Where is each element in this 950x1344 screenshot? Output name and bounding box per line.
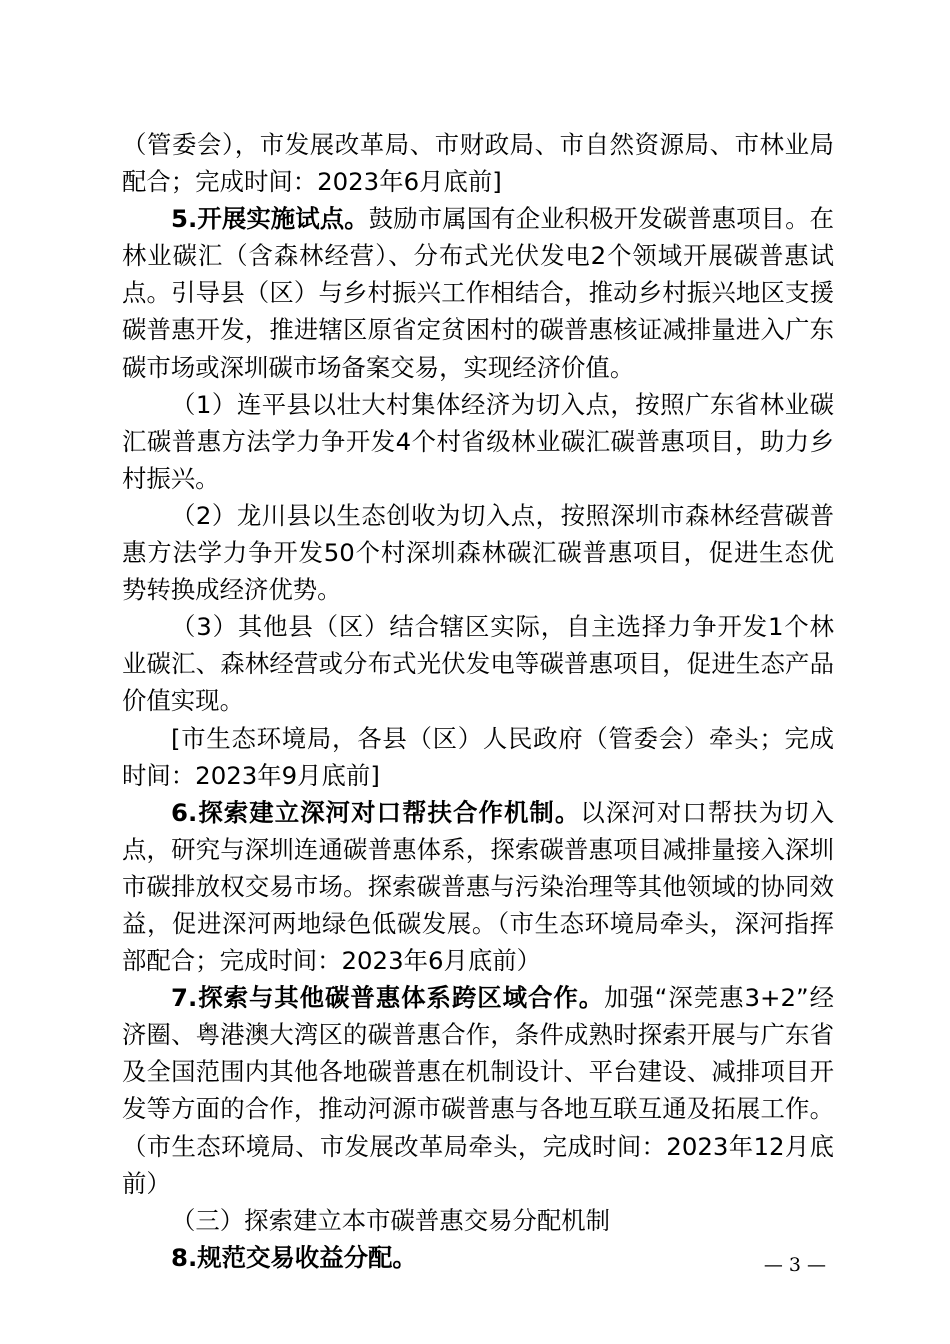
paragraph-item-5 [122,200,834,385]
paragraph-subitem-3 [122,608,834,719]
paragraph-item-6 [122,794,834,979]
page-number: — 3 — [763,1254,826,1276]
paragraph-text: [市生态环境局，各县（区）人民政府（管委会）牵头；完成时间：2023年9月底前] [122,723,834,790]
paragraph-subitem-2 [122,497,834,608]
paragraph-text: （3）其他县（区）结合辖区实际，自主选择力争开发1个林业碳汇、森林经营或分布式光伏发电等碳普惠项目，促进生态产品价值实现。 [122,612,834,716]
paragraph-text: （2）龙川县以生态创收为切入点，按照深圳市森林经营碳普惠方法学力争开发50个村深圳森林碳汇碳普惠项目，促进生态优势转换成经济优势。 [122,500,834,605]
paragraph-item-8 [122,1239,834,1276]
paragraph-subitem-1 [122,386,834,497]
paragraph-continuation [122,126,834,200]
item-body: 以深河对口帮扶为切入点，研究与深圳连通碳普惠体系，探索碳普惠项目减排量接入深圳市碳排放权交易市场。探索碳普惠与污染治理等其他领域的协同效益，促进深河两地绿色低碳发展。（市生态环境局牵头，深河指挥部配合；完成时间：2023年6月底前） [122,797,834,976]
item-body: 鼓励市属国有企业积极开发碳普惠项目。在林业碳汇（含森林经营）、分布式光伏发电2个领域开展碳普惠试点。引导县（区）与乡村振兴工作相结合，推动乡村振兴地区支援碳普惠开发，推进辖区原省定贫困村的碳普惠核证减排量进入广东碳市场或深圳碳市场备案交易，实现经济价值。 [122,204,834,382]
item-heading: 8.规范交易收益分配。 [171,1242,417,1272]
paragraph-responsibility-note [122,720,834,794]
item-heading: 5.开展实施试点。 [171,204,369,234]
item-body: 加强“深莞惠3+2”经济圈、粤港澳大湾区的碳普惠合作，条件成熟时探索开展与广东省及全国范围内其他各地碳普惠在机制设计、平台建设、减排项目开发等方面的合作，推动河源市碳普惠与各地互联互通及拓展工作。（市生态环境局、市发展改革局牵头，完成时间：2023年12月底前） [122,983,834,1198]
paragraph-text: （管委会），市发展改革局、市财政局、市自然资源局、市林业局配合；完成时间：2023年6月底前] [122,130,834,197]
paragraph-item-7 [122,979,834,1202]
item-heading: 7.探索与其他碳普惠体系跨区域合作。 [171,983,605,1013]
section-heading-3 [122,1202,834,1239]
item-heading: 6.探索建立深河对口帮扶合作机制。 [171,797,581,827]
paragraph-text: （1）连平县以壮大村集体经济为切入点，按照广东省林业碳汇碳普惠方法学力争开发4个村省级林业碳汇碳普惠项目，助力乡村振兴。 [122,389,834,493]
document-body [122,126,834,1276]
section-heading-text: （三）探索建立本市碳普惠交易分配机制 [171,1205,611,1235]
